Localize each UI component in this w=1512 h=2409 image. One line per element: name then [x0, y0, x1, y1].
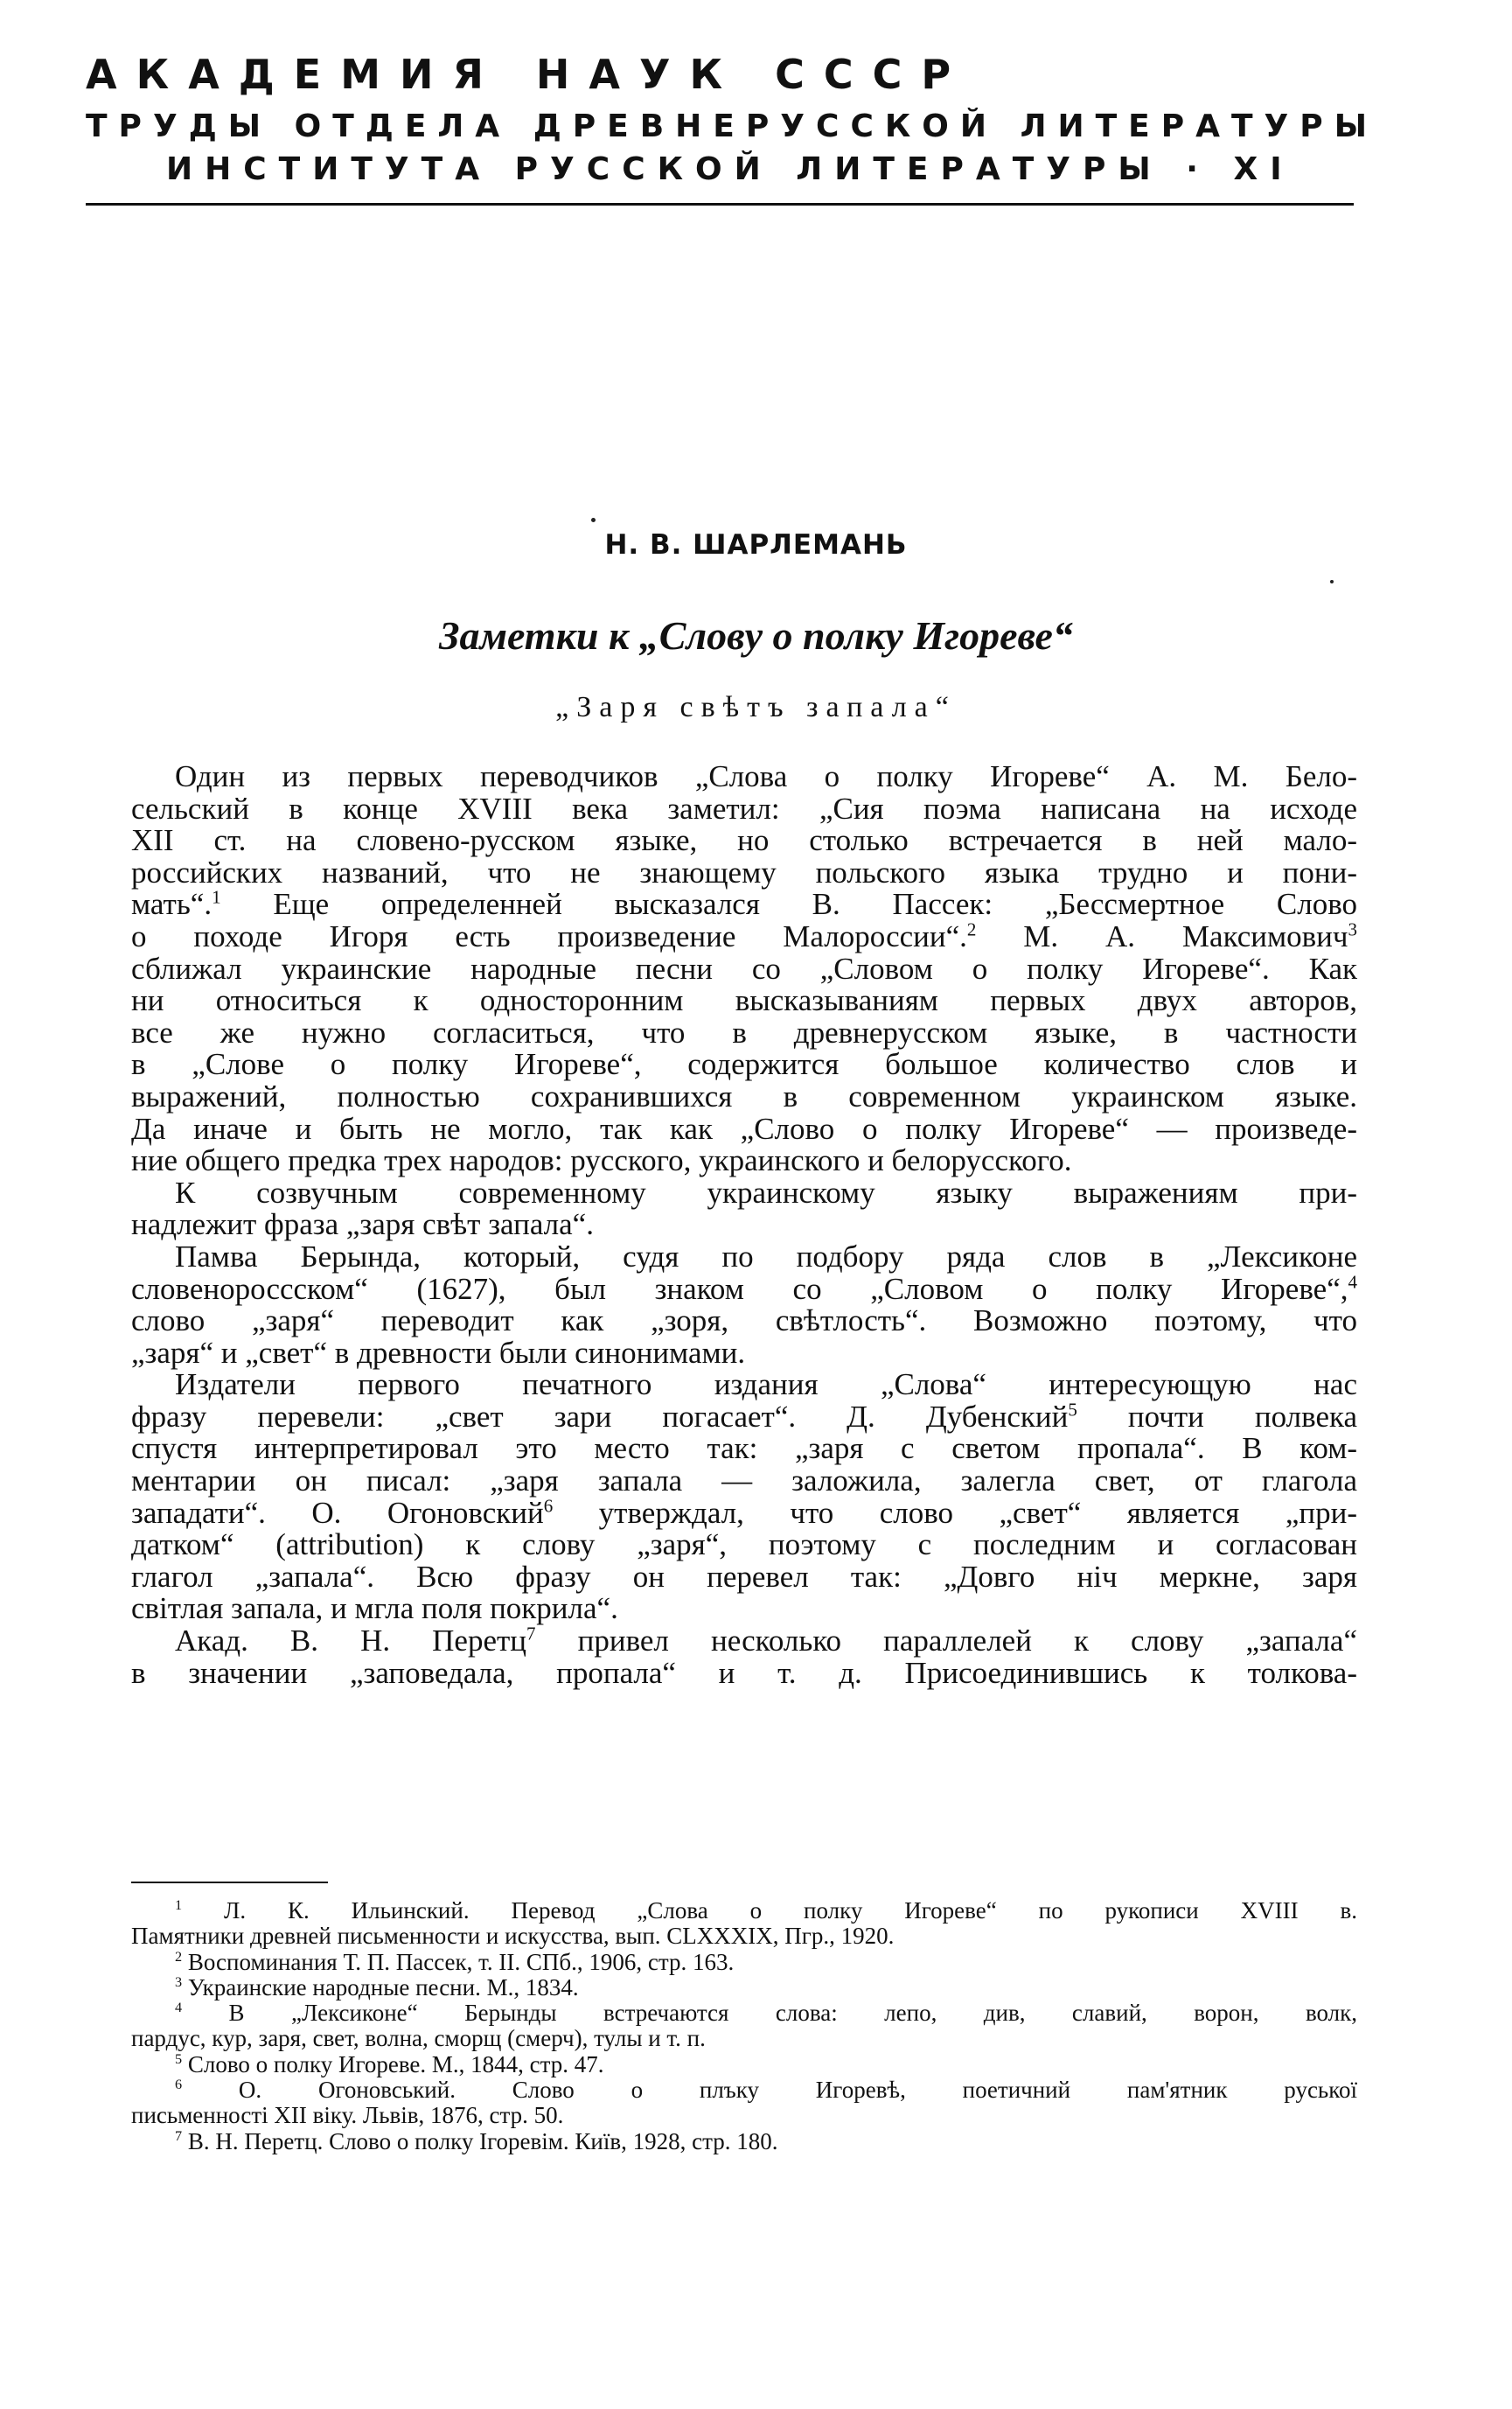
body-line [131, 1529, 1357, 1561]
footnote-line [131, 2129, 1357, 2154]
body-line-text: Еще определенней высказался В. Пассек: „Бессмертное Слово [220, 887, 1357, 922]
body-line-text: в „Слове о полку Игореве“, содержится большое количество слов и [131, 1047, 1357, 1082]
footnote-line [131, 2103, 1357, 2128]
body-line [131, 1495, 1357, 1530]
body-line-text: ни относиться к односторонним высказываниям первых двух авторов, [131, 983, 1357, 1018]
footnotes [131, 1898, 1357, 2154]
footnote-ref: 7 [526, 1623, 536, 1644]
body-line-text: „заря“ и „свет“ в древности были синонимами. [131, 1335, 746, 1370]
body-line-text: Да иначе и быть не могло, так как „Слово о полку Игореве“ — произведе- [131, 1111, 1357, 1146]
footnote-text: Слово о полку Игореве. М., 1844, стр. 47. [182, 2050, 604, 2077]
footnote-line [131, 1924, 1357, 1949]
footnote-text: В „Лексиконе“ Берынды встречаются слова: лепо, див, славий, ворон, волк, [182, 2000, 1357, 2027]
footnote-text: пардус, кур, заря, свет, волна, сморщ (смерч), тулы и т. п. [131, 2025, 706, 2052]
footnote-number: 3 [175, 1973, 183, 1990]
body-line [131, 1241, 1357, 1274]
footnote-text: Л. К. Ильинский. Перевод „Слова о полку Игореве“ по рукописи XVIII в. [182, 1897, 1357, 1924]
body-line [131, 857, 1357, 890]
body-line-text: в значении „заповедала, пропала“ и т. д. Присоединившись к толкова- [131, 1655, 1357, 1690]
body-line-text: світлая запала, и мгла поля покрила“. [131, 1591, 618, 1626]
body-line [131, 1049, 1357, 1081]
body-line [131, 1655, 1357, 1690]
footnote-ref: 6 [543, 1495, 554, 1516]
print-speck [591, 518, 596, 522]
body-line-text: привел несколько параллелей к слову „запала“ [535, 1623, 1357, 1658]
body-line-text: Один из первых переводчиков „Слова о полку Игореве“ А. М. Бело- [175, 759, 1357, 793]
body-line-text: выражений, полностью сохранившихся в современном украинском языке. [131, 1079, 1357, 1114]
footnote-text: В. Н. Перетц. Слово о полку Ігоревім. Київ, 1928, стр. 180. [182, 2127, 778, 2154]
body-line-text: К созвучным современному украинскому языку выражениям при- [175, 1175, 1357, 1210]
body-line [131, 1433, 1357, 1465]
body-line [131, 825, 1357, 857]
body-line-text: почти полвека [1077, 1399, 1357, 1434]
footnote-number: 4 [175, 2000, 183, 2016]
body-line [131, 953, 1357, 986]
header-rule [86, 203, 1354, 206]
body-line [131, 1401, 1357, 1434]
body-line [131, 1561, 1357, 1594]
body-line-text: Памва Берында, который, судя по подбору ряда слов в „Лексиконе [175, 1239, 1357, 1274]
footnote-ref: 1 [212, 886, 221, 908]
body-line [131, 761, 1357, 793]
body-line-text: сельский в конце XVIII века заметил: „Сия поэма написана на исходе [131, 791, 1357, 826]
footnote-text: О. Огоновський. Слово о плъку Игоревѣ, поетичний пам'ятник руської [182, 2077, 1357, 2104]
body-line-text: западати“. О. Огоновский [131, 1495, 544, 1530]
footnote-number: 6 [175, 2077, 183, 2093]
footnote-line [131, 1975, 1357, 2001]
journal-header-institute: ИНСТИТУТА РУССКОЙ ЛИТЕРАТУРЫ · XI [166, 151, 1294, 187]
body-line [131, 1369, 1357, 1401]
footnote-number: 5 [175, 2050, 183, 2067]
body-line-text: Издатели первого печатного издания „Слова“ интересующую нас [175, 1367, 1357, 1402]
footnote-ref: 5 [1068, 1399, 1077, 1421]
footnote-line [131, 1898, 1357, 1924]
journal-header-series: ТРУДЫ ОТДЕЛА ДРЕВНЕРУССКОЙ ЛИТЕРАТУРЫ [86, 108, 1378, 144]
article-author: Н. В. ШАРЛЕМАНЬ [604, 529, 908, 561]
body-line [131, 1270, 1357, 1306]
footnote-line [131, 1950, 1357, 1975]
article-body [131, 761, 1357, 1689]
body-line [131, 985, 1357, 1017]
print-speck [1330, 580, 1334, 583]
body-line-text: надлежит фраза „заря свѣт запала“. [131, 1207, 594, 1242]
body-line [131, 1593, 1357, 1625]
body-line-text: фразу перевели: „свет зари погасает“. Д. Дубенский [131, 1399, 1069, 1434]
body-line [131, 1209, 1357, 1241]
footnote-text: Украинские народные песни. М., 1834. [182, 1973, 579, 2001]
footnote-number: 2 [175, 1948, 183, 1965]
footnote-line [131, 2026, 1357, 2051]
footnote-text: Воспоминания Т. П. Пассек, т. II. СПб., 1906, стр. 163. [182, 1948, 735, 1975]
footnote-number: 1 [175, 1897, 183, 1913]
body-line-text: словенороссском“ (1627), был знаком со „Словом о полку Игореве“, [131, 1271, 1348, 1306]
footnote-number: 7 [175, 2127, 183, 2144]
body-line-text: Акад. В. Н. Перетц [175, 1623, 527, 1658]
footnote-rule [131, 1882, 328, 1883]
footnote-line [131, 2077, 1357, 2103]
body-line-text: утверждал, что слово „свет“ является „при- [553, 1495, 1357, 1530]
footnote-text: письменності XII віку. Львів, 1876, стр. 50. [131, 2102, 564, 2129]
body-line-text: мать“. [131, 887, 213, 922]
body-line-text: российских названий, что не знающему польского языка трудно и пони- [131, 855, 1357, 890]
body-line-text: слово „заря“ переводит как „зоря, свѣтлость“. Возможно поэтому, что [131, 1303, 1357, 1338]
body-line-text: ние общего предка трех народов: русского, украинского и белорусского. [131, 1143, 1072, 1178]
body-line-text: спустя интерпретировал это место так: „заря с светом пропала“. В ком- [131, 1431, 1357, 1466]
body-line [131, 1625, 1357, 1658]
body-line-text: глагол „запала“. Всю фразу он перевел так: „Довго ніч меркне, заря [131, 1559, 1357, 1594]
body-line [131, 793, 1357, 826]
body-line [131, 918, 1357, 953]
body-line [131, 1017, 1357, 1050]
body-line-text: XII ст. на словено-русском языке, но столько встречается в ней мало- [131, 823, 1357, 858]
body-line-text: датком“ (attribution) к слову „заря“, поэтому с последним и согласован [131, 1527, 1357, 1562]
body-line-text: ментарии он писал: „заря запала — заложила, залегла свет, от глагола [131, 1463, 1357, 1498]
footnote-ref: 4 [1348, 1270, 1357, 1292]
footnote-line [131, 2001, 1357, 2026]
body-line-text: М. А. Максимович [976, 918, 1348, 953]
article-title: Заметки к „Слову о полку Игореве“ [439, 613, 1073, 658]
body-line [131, 1081, 1357, 1114]
footnote-ref: 3 [1348, 918, 1357, 940]
body-line-text: сближал украинские народные песни со „Словом о полку Игореве“. Как [131, 951, 1357, 986]
body-line-text: о походе Игоря есть произведение Малороссии“. [131, 918, 967, 953]
body-line [131, 1177, 1357, 1210]
body-line [131, 1465, 1357, 1498]
footnote-line [131, 2052, 1357, 2077]
footnote-ref: 2 [966, 918, 977, 940]
body-line [131, 1337, 1357, 1370]
footnote-text: Памятники древней письменности и искусства, вып. CLXXXIX, Пгр., 1920. [131, 1923, 895, 1950]
body-line [131, 1111, 1357, 1146]
body-line-text: все же нужно согласиться, что в древнерусском языке, в частности [131, 1015, 1357, 1050]
body-line [131, 1145, 1357, 1177]
body-line [131, 886, 1357, 922]
section-epigraph: „Заря свѣтъ запала“ [555, 691, 957, 723]
body-line [131, 1305, 1357, 1337]
journal-header-academy: АКАДЕМИЯ НАУК СССР [86, 51, 971, 98]
